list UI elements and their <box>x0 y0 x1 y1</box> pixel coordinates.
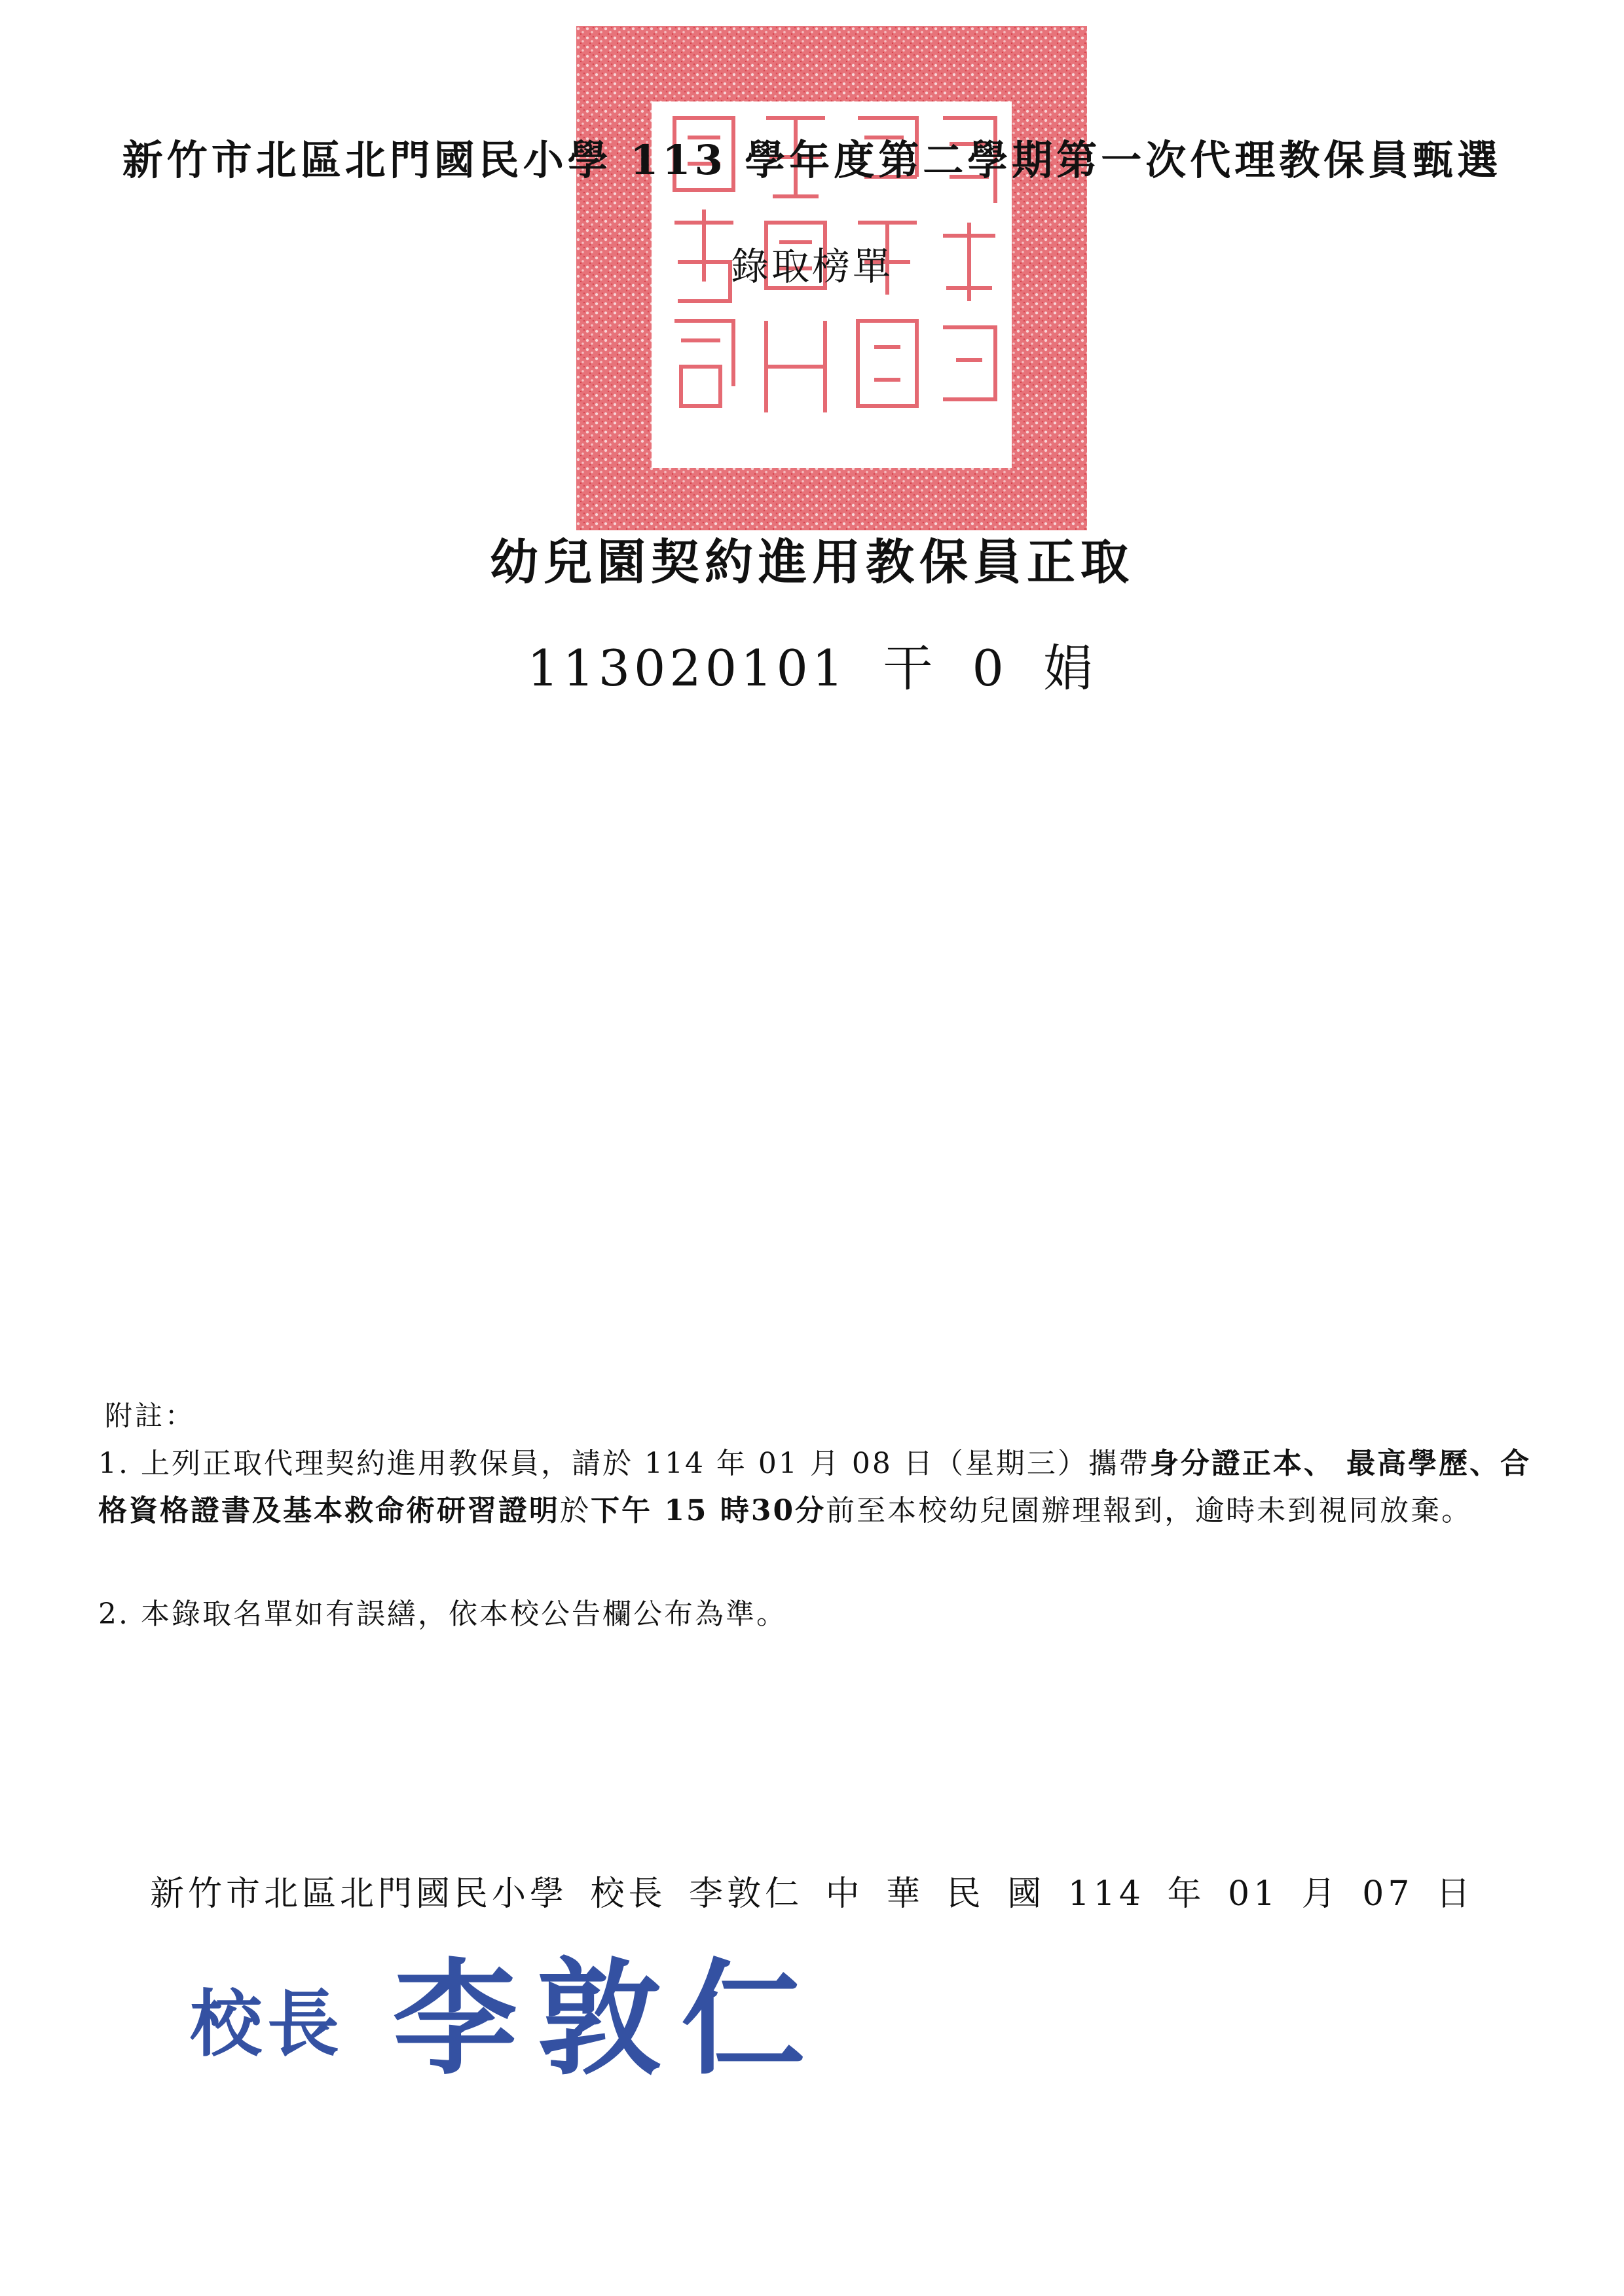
note-1-text-3: 前至本校幼兒園辦理報到，逾時未到視同放棄。 <box>826 1494 1473 1527</box>
footer-signature-line: 新竹市北區北門國民小學 校長 李敦仁 中 華 民 國 114 年 01 月 07 日 <box>150 1874 1474 1914</box>
note-2: 2. 本錄取名單如有誤繕，依本校公告欄公布為準。 <box>98 1597 787 1631</box>
page-subtitle: 錄取榜單 <box>730 244 893 289</box>
svg-text:李敦仁: 李敦仁 <box>393 1946 826 2092</box>
principal-signature-stamp <box>177 1938 897 2095</box>
note-1-documents: 身分證正本、 最高學歷、合格資格證書及基本救命術研習證明 <box>98 1447 1532 1527</box>
position-heading: 幼兒園契約進用教保員正取 <box>490 534 1134 591</box>
note-1-text: 1. 上列正取代理契約進用教保員，請於 114 年 01 月 08 日（星期三）攜帶 <box>98 1447 1150 1480</box>
svg-text:校長: 校長 <box>190 1982 344 2066</box>
notes-label: 附註： <box>105 1400 196 1432</box>
note-1 <box>98 1440 1532 1535</box>
admitted-entry: 113020101 干 0 娟 <box>526 639 1097 697</box>
note-1-text-2: 於 <box>560 1494 591 1527</box>
note-1-time: 下午 15 時30分 <box>591 1494 826 1527</box>
page-title: 新竹市北區北門國民小學 113 學年度第二學期第一次代理教保員甄選 <box>122 136 1502 184</box>
